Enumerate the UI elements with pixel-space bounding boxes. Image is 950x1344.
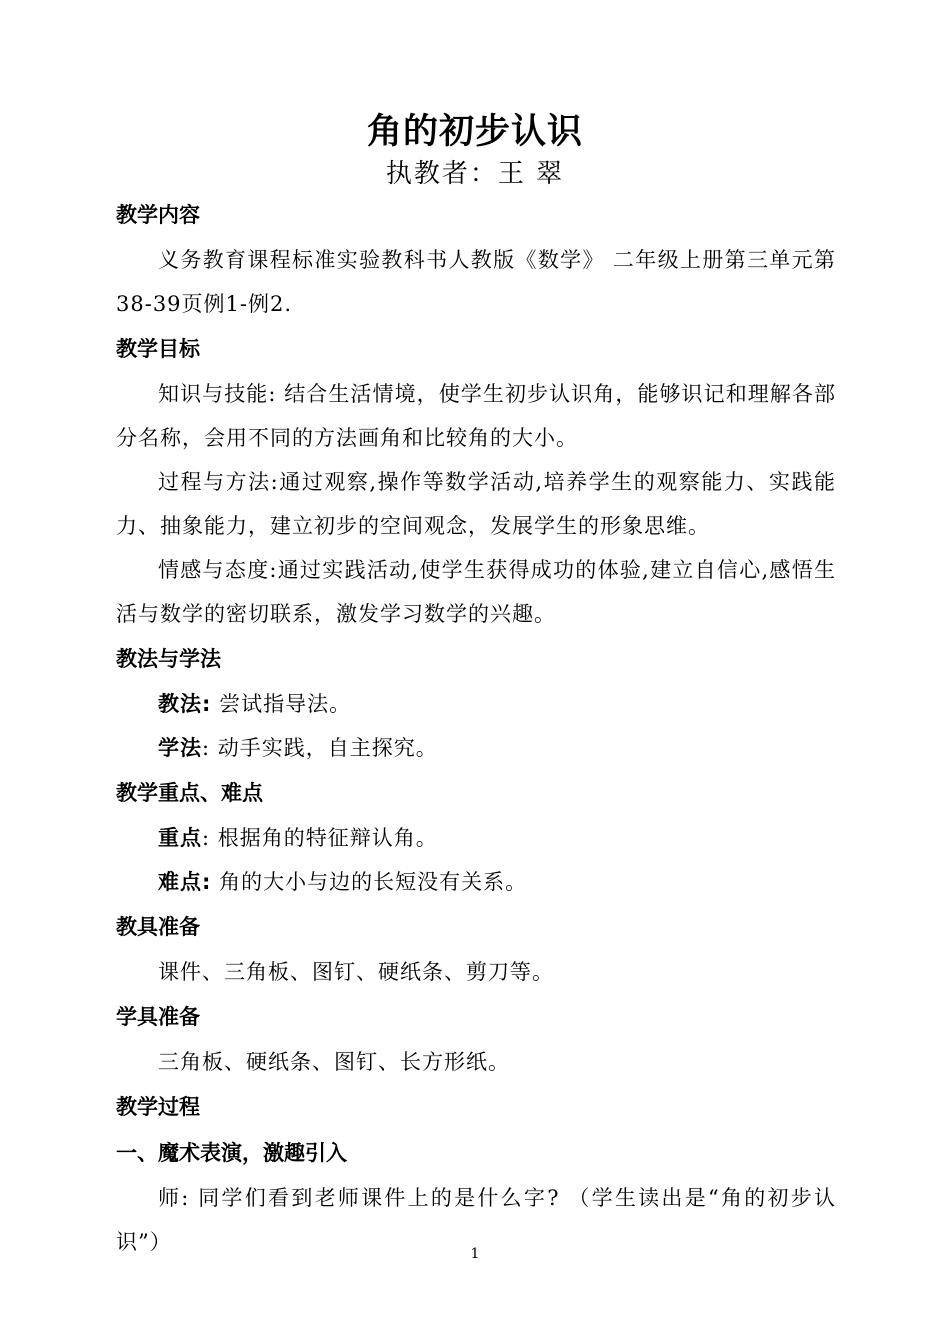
section-heading-methods: 教法与学法 — [116, 647, 221, 671]
learning-method-label: 学法 — [158, 736, 202, 760]
process-step1-heading: 一、魔术表演，激趣引入 — [116, 1141, 347, 1165]
section-heading-process: 教学过程 — [116, 1095, 200, 1119]
difficult-point-text: 角的大小与边的长短没有关系。 — [211, 870, 528, 894]
goal-emotion: 情感与态度:通过实践活动,使学生获得成功的体验,建立自信心,感悟生活与数学的密切联系，激发学习数学的兴趣。 — [116, 558, 836, 626]
goal-knowledge: 知识与技能: 结合生活情境，使学生初步认识角，能够识记和理解各部分名称，会用不同的方法画角和比较角的大小。 — [116, 382, 836, 450]
teaching-method-text: 尝试指导法。 — [211, 692, 352, 716]
teaching-method — [116, 682, 836, 726]
page-number: 1 — [470, 1246, 480, 1262]
section-heading-teaching-tools: 教具准备 — [116, 915, 200, 939]
teaching-tools-text: 课件、三角板、图钉、硬纸条、剪刀等。 — [158, 960, 554, 984]
section-heading-learning-tools: 学具准备 — [116, 1005, 200, 1029]
content-paragraph: 义务教育课程标准实验教科书人教版《数学》 二年级上册第三单元第38-39页例1-例2. — [116, 248, 836, 316]
teacher-line: 执教者：王 翠 — [385, 159, 565, 189]
document-title: 角的初步认识 — [366, 112, 583, 152]
section-heading-content: 教学内容 — [116, 203, 200, 227]
section-heading-key-points: 教学重点、难点 — [116, 781, 263, 805]
difficult-point — [116, 860, 836, 904]
key-point-text: : 根据角的特征辩认角。 — [202, 826, 438, 850]
process-step1-text: 师: 同学们看到老师课件上的是什么字? （学生读出是“角的初步认识”） — [116, 1186, 836, 1254]
learning-tools-text: 三角板、硬纸条、图钉、长方形纸。 — [158, 1050, 510, 1074]
document-body — [116, 200, 836, 1264]
learning-method-text: : 动手实践，自主探究。 — [202, 736, 438, 760]
teaching-method-label: 教法: — [158, 692, 212, 716]
difficult-point-label: 难点: — [158, 870, 212, 894]
key-point — [116, 816, 836, 860]
goal-process: 过程与方法:通过观察,操作等数学活动,培养学生的观察能力、实践能力、抽象能力，建立初步的空间观念，发展学生的形象思维。 — [116, 470, 836, 538]
key-point-label: 重点 — [158, 826, 202, 850]
section-heading-goals: 教学目标 — [116, 337, 200, 361]
learning-method — [116, 726, 836, 770]
